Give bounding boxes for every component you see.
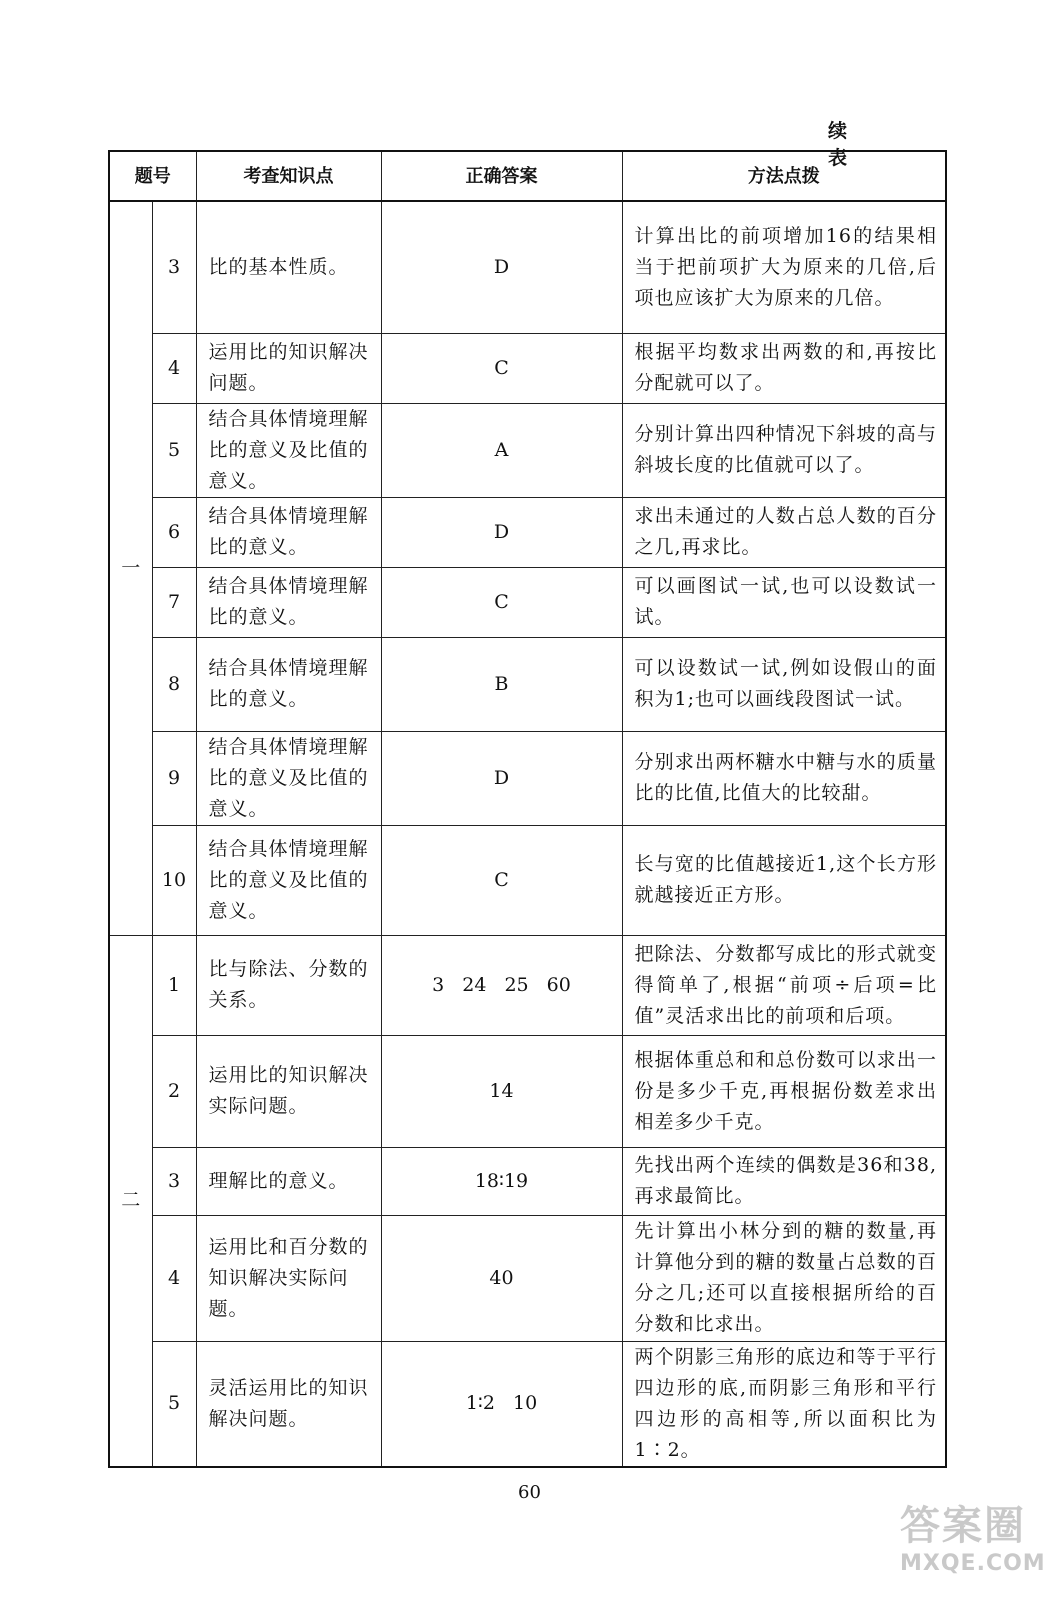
knowledge-point: 结合具体情境理解比的意义。	[196, 637, 381, 731]
table-header-row	[109, 151, 946, 201]
knowledge-point: 灵活运用比的知识解决问题。	[196, 1341, 381, 1467]
question-number: 1	[152, 935, 196, 1035]
table-row	[109, 497, 946, 567]
correct-answer: B	[381, 637, 622, 731]
question-number: 7	[152, 567, 196, 637]
table-row	[109, 403, 946, 497]
correct-answer: D	[381, 497, 622, 567]
table-row	[109, 1147, 946, 1215]
knowledge-point: 运用比的知识解决实际问题。	[196, 1035, 381, 1147]
header-method-tip: 方法点拨	[622, 151, 946, 201]
method-tip: 先找出两个连续的偶数是36和38,再求最简比。	[622, 1147, 946, 1215]
table-row	[109, 1035, 946, 1147]
method-tip: 可以画图试一试,也可以设数试一试。	[622, 567, 946, 637]
knowledge-point: 运用比和百分数的知识解决实际问题。	[196, 1215, 381, 1341]
watermark-site: MXQE.COM	[900, 1551, 1046, 1576]
answer-table	[108, 150, 947, 1468]
knowledge-point: 比与除法、分数的关系。	[196, 935, 381, 1035]
table-row	[109, 201, 946, 333]
method-tip: 两个阴影三角形的底边和等于平行四边形的底,而阴影三角形和平行四边形的高相等,所以面积比为1∶2。	[622, 1341, 946, 1467]
table-row	[109, 333, 946, 403]
table-row	[109, 731, 946, 825]
table-row	[109, 637, 946, 731]
section-label: 二	[109, 935, 152, 1467]
table-row	[109, 825, 946, 935]
method-tip: 求出未通过的人数占总人数的百分之几,再求比。	[622, 497, 946, 567]
table-row	[109, 935, 946, 1035]
correct-answer: C	[381, 567, 622, 637]
header-question-number: 题号	[109, 151, 196, 201]
question-number: 10	[152, 825, 196, 935]
method-tip: 根据平均数求出两数的和,再按比分配就可以了。	[622, 333, 946, 403]
knowledge-point: 结合具体情境理解比的意义。	[196, 567, 381, 637]
question-number: 9	[152, 731, 196, 825]
watermark-logo	[900, 1494, 1050, 1594]
question-number: 6	[152, 497, 196, 567]
knowledge-point: 结合具体情境理解比的意义及比值的意义。	[196, 403, 381, 497]
correct-answer: 18∶19	[381, 1147, 622, 1215]
table-row	[109, 567, 946, 637]
correct-answer: C	[381, 333, 622, 403]
section-label: 一	[109, 201, 152, 935]
knowledge-point: 结合具体情境理解比的意义及比值的意义。	[196, 825, 381, 935]
knowledge-point: 结合具体情境理解比的意义。	[196, 497, 381, 567]
correct-answer: A	[381, 403, 622, 497]
question-number: 8	[152, 637, 196, 731]
knowledge-point: 运用比的知识解决问题。	[196, 333, 381, 403]
correct-answer: D	[381, 731, 622, 825]
question-number: 4	[152, 1215, 196, 1341]
watermark-chinese: 答案圈	[900, 1503, 1026, 1549]
correct-answer: D	[381, 201, 622, 333]
header-knowledge-point: 考查知识点	[196, 151, 381, 201]
method-tip: 把除法、分数都写成比的形式就变得简单了,根据“前项÷后项=比值”灵活求出比的前项和后项。	[622, 935, 946, 1035]
question-number: 3	[152, 1147, 196, 1215]
method-tip: 长与宽的比值越接近1,这个长方形就越接近正方形。	[622, 825, 946, 935]
question-number: 3	[152, 201, 196, 333]
method-tip: 可以设数试一试,例如设假山的面积为1;也可以画线段图试一试。	[622, 637, 946, 731]
table-row	[109, 1341, 946, 1467]
correct-answer: C	[381, 825, 622, 935]
page-number: 60	[518, 1482, 541, 1503]
question-number: 5	[152, 403, 196, 497]
question-number: 5	[152, 1341, 196, 1467]
correct-answer: 1∶2 10	[381, 1341, 622, 1467]
knowledge-point: 理解比的意义。	[196, 1147, 381, 1215]
method-tip: 分别求出两杯糖水中糖与水的质量比的比值,比值大的比较甜。	[622, 731, 946, 825]
knowledge-point: 结合具体情境理解比的意义及比值的意义。	[196, 731, 381, 825]
knowledge-point: 比的基本性质。	[196, 201, 381, 333]
table-row	[109, 1215, 946, 1341]
header-correct-answer: 正确答案	[381, 151, 622, 201]
method-tip: 计算出比的前项增加16的结果相当于把前项扩大为原来的几倍,后项也应该扩大为原来的几倍。	[622, 201, 946, 333]
correct-answer: 3 24 25 60	[381, 935, 622, 1035]
method-tip: 先计算出小林分到的糖的数量,再计算他分到的糖的数量占总数的百分之几;还可以直接根据所给的百分数和比求出。	[622, 1215, 946, 1341]
question-number: 2	[152, 1035, 196, 1147]
correct-answer: 40	[381, 1215, 622, 1341]
correct-answer: 14	[381, 1035, 622, 1147]
question-number: 4	[152, 333, 196, 403]
continued-table-label: 续 表	[828, 120, 866, 169]
method-tip: 分别计算出四种情况下斜坡的高与斜坡长度的比值就可以了。	[622, 403, 946, 497]
method-tip: 根据体重总和和总份数可以求出一份是多少千克,再根据份数差求出相差多少千克。	[622, 1035, 946, 1147]
